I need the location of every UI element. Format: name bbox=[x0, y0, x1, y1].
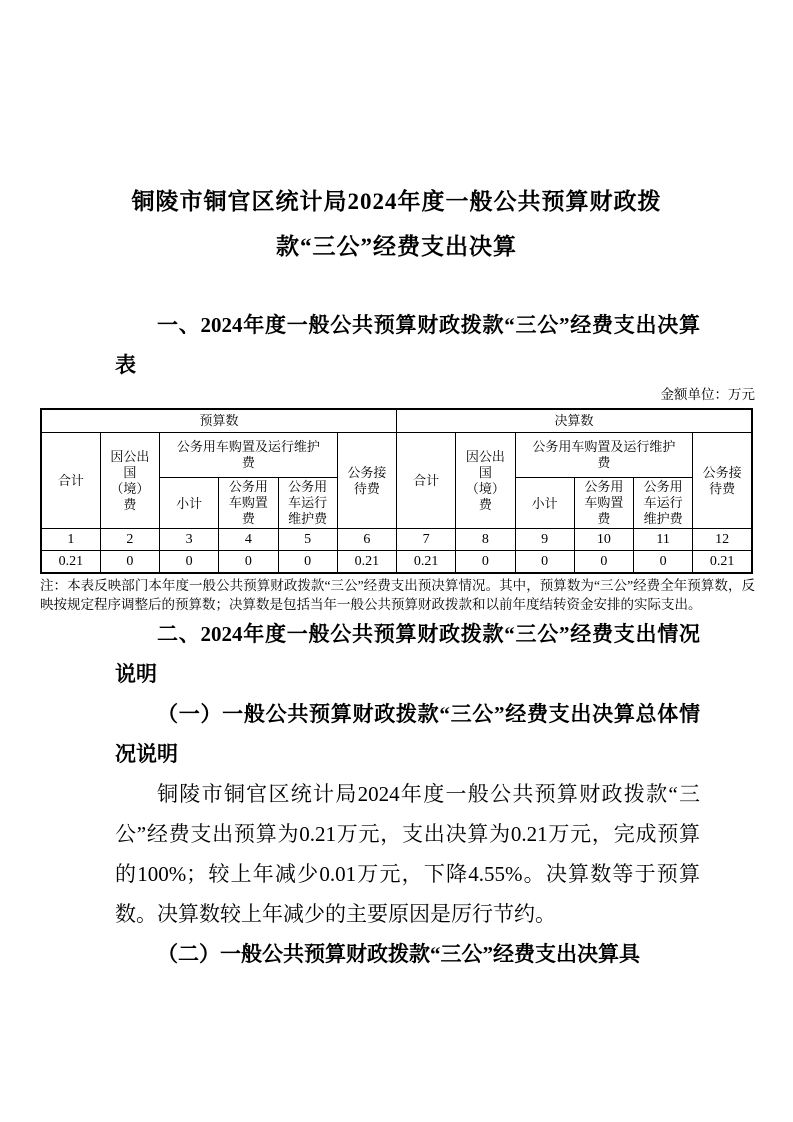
amount-unit-note: 金额单位：万元 bbox=[660, 387, 755, 402]
column-number-cell: 4 bbox=[219, 529, 278, 551]
value-cell: 0 bbox=[100, 551, 159, 574]
value-cell: 0 bbox=[515, 551, 574, 574]
value-cell: 0.21 bbox=[41, 551, 100, 574]
column-number-cell: 2 bbox=[100, 529, 159, 551]
header-abroad-budget: 因公出国（境）费 bbox=[100, 433, 159, 529]
overview-paragraph: 铜陵市铜官区统计局2024年度一般公共预算财政拨款“三公”经费支出预算为0.21万元，支出决算为0.21万元，完成预算的100%；较上年减少0.01万元，下降4.55%。决算数等于预算数。决算数较上年减少的主要原因是厉行节约。 bbox=[115, 782, 700, 926]
section-2-heading: 二、2024年度一般公共预算财政拨款“三公”经费支出情况说明 bbox=[115, 622, 700, 686]
header-budget-group: 预算数 bbox=[41, 409, 397, 433]
column-number-cell: 9 bbox=[515, 529, 574, 551]
header-subtotal-budget: 小计 bbox=[160, 478, 219, 529]
column-number-row bbox=[41, 529, 752, 551]
header-maintenance-final: 公务用车运行维护费 bbox=[634, 478, 693, 529]
header-purchase-final: 公务用车购置费 bbox=[574, 478, 633, 529]
column-number-cell: 12 bbox=[693, 529, 752, 551]
header-vehicle-group-final: 公务用车购置及运行维护费 bbox=[515, 433, 693, 478]
value-row bbox=[41, 551, 752, 574]
value-cell: 0 bbox=[278, 551, 337, 574]
column-number-cell: 6 bbox=[337, 529, 396, 551]
document-title-line-2: 款“三公”经费支出决算 bbox=[276, 234, 517, 259]
header-purchase-budget: 公务用车购置费 bbox=[219, 478, 278, 529]
header-total-final: 合计 bbox=[397, 433, 456, 529]
column-number-cell: 1 bbox=[41, 529, 100, 551]
value-cell: 0 bbox=[219, 551, 278, 574]
column-number-cell: 8 bbox=[456, 529, 515, 551]
value-cell: 0 bbox=[574, 551, 633, 574]
header-abroad-final: 因公出国（境）费 bbox=[456, 433, 515, 529]
value-cell: 0 bbox=[160, 551, 219, 574]
value-cell: 0 bbox=[634, 551, 693, 574]
header-subtotal-final: 小计 bbox=[515, 478, 574, 529]
header-vehicle-group-budget: 公务用车购置及运行维护费 bbox=[160, 433, 338, 478]
three-public-expense-table bbox=[40, 408, 753, 574]
header-maintenance-budget: 公务用车运行维护费 bbox=[278, 478, 337, 529]
header-reception-budget: 公务接待费 bbox=[337, 433, 396, 529]
subsection-1-heading: （一）一般公共预算财政拨款“三公”经费支出决算总体情况说明 bbox=[115, 702, 700, 766]
value-cell: 0 bbox=[456, 551, 515, 574]
column-number-cell: 5 bbox=[278, 529, 337, 551]
column-number-cell: 7 bbox=[397, 529, 456, 551]
header-final-group: 决算数 bbox=[397, 409, 753, 433]
document-title-line-1: 铜陵市铜官区统计局2024年度一般公共预算财政拨 bbox=[131, 189, 662, 214]
value-cell: 0.21 bbox=[693, 551, 752, 574]
column-number-cell: 10 bbox=[574, 529, 633, 551]
value-cell: 0.21 bbox=[337, 551, 396, 574]
section-1-heading: 一、2024年度一般公共预算财政拨款“三公”经费支出决算表 bbox=[115, 313, 700, 377]
value-cell: 0.21 bbox=[397, 551, 456, 574]
subsection-2-heading: （二）一般公共预算财政拨款“三公”经费支出决算具 bbox=[157, 942, 640, 966]
table-note: 注：本表反映部门本年度一般公共预算财政拨款“三公”经费支出预决算情况。其中，预算数为“三公”经费全年预算数，反映按规定程序调整后的预算数；决算数是包括当年一般公共预算财政拨款和以前年度结转资金安排的实际支出。 bbox=[40, 578, 755, 612]
document-title bbox=[0, 179, 793, 269]
column-number-cell: 11 bbox=[634, 529, 693, 551]
header-reception-final: 公务接待费 bbox=[693, 433, 752, 529]
column-number-cell: 3 bbox=[160, 529, 219, 551]
header-total-budget: 合计 bbox=[41, 433, 100, 529]
